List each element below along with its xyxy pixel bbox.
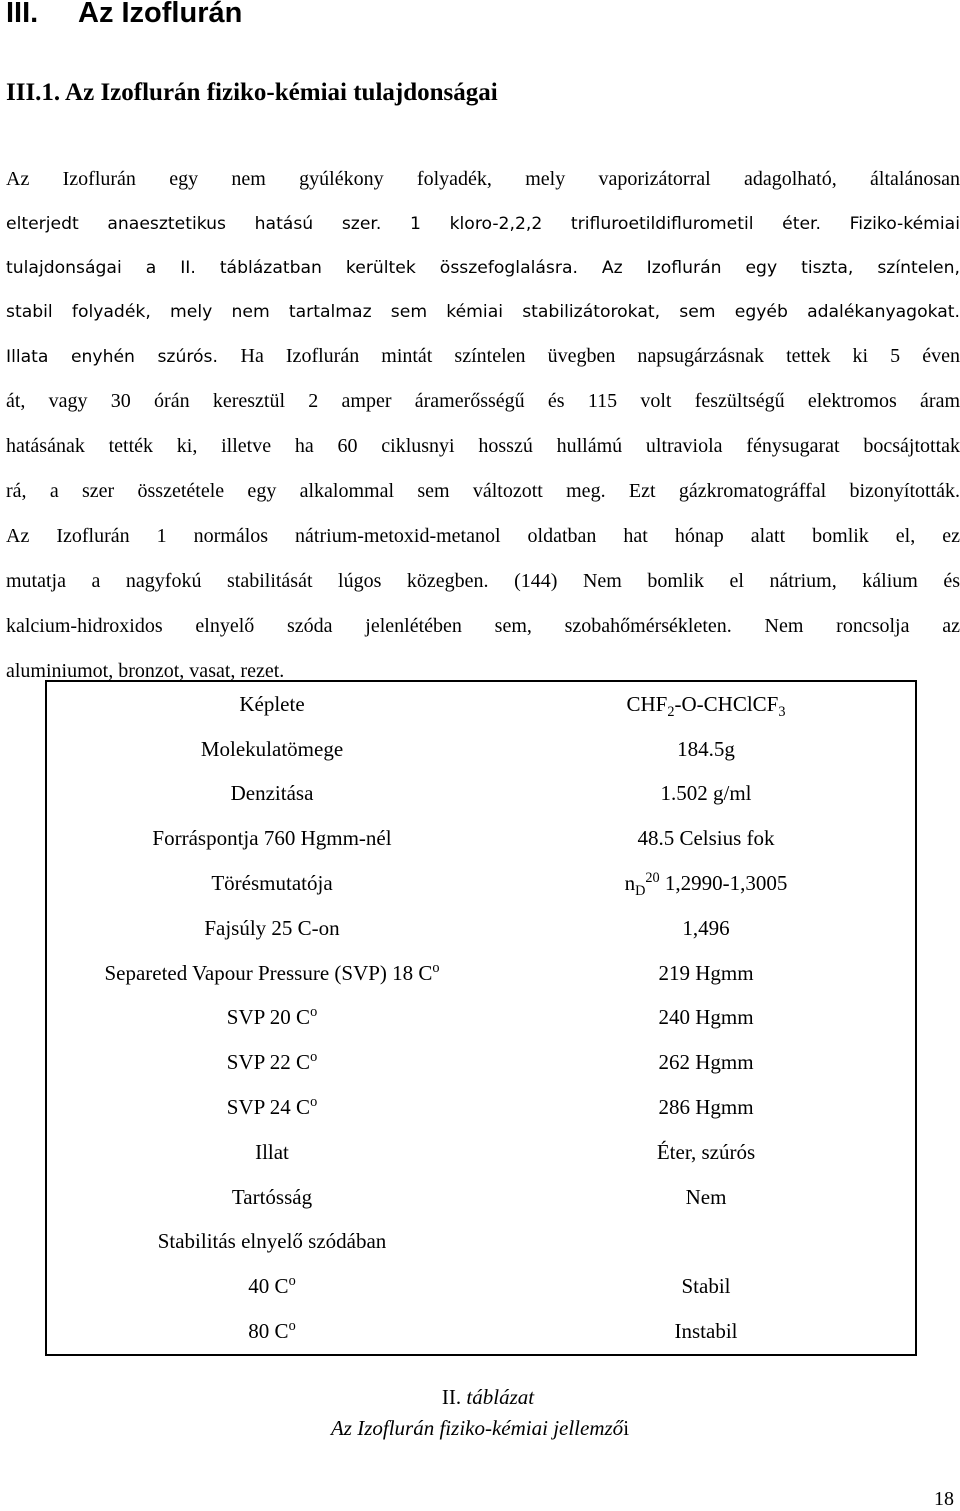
- property-label: SVP 20 C: [226, 1005, 311, 1030]
- table-row: [46, 1130, 916, 1175]
- text-run: tulajdonságai a II. táblázatban kerültek összefoglalásra. Az Izoflurán egy tiszta, színtelen,: [6, 258, 960, 278]
- property-value: [497, 1085, 916, 1130]
- degree-mark: o: [310, 1094, 318, 1111]
- property-label: Denzitása: [230, 781, 314, 806]
- table-row: [46, 816, 916, 861]
- property-label: Forráspontja 760 Hgmm-nél: [152, 826, 392, 851]
- property-label: Illat: [255, 1139, 289, 1164]
- property-name: [46, 772, 497, 817]
- text-run: hatásának tették ki, illetve ha 60 ciklusnyi hosszú hullámú ultraviola fénysugarat bocsájtottak: [6, 435, 960, 457]
- caption-number: II.: [441, 1385, 467, 1409]
- chapter-title: Az Izoflurán: [78, 0, 243, 29]
- refractive-subscript: D: [635, 883, 646, 900]
- property-label: Képlete: [239, 691, 305, 716]
- refractive-value: 1,2990-1,3005: [659, 871, 788, 896]
- page-number: 18: [934, 1488, 954, 1510]
- formula-subscript: 2: [667, 703, 675, 720]
- table-row: [46, 1040, 916, 1085]
- paragraph-line: [6, 514, 960, 559]
- table-row: [46, 1175, 916, 1220]
- property-name: [46, 1264, 497, 1309]
- caption-title-tail: i: [623, 1416, 630, 1440]
- value-text: Instabil: [674, 1319, 738, 1344]
- property-name: [46, 861, 497, 906]
- property-label: Separeted Vapour Pressure (SVP) 18 C: [104, 960, 433, 985]
- property-label: Törésmutatója: [211, 871, 333, 896]
- property-value: [497, 861, 916, 906]
- property-name: [46, 1220, 497, 1265]
- property-value: [497, 1130, 916, 1175]
- formula-part: CHF: [626, 691, 668, 716]
- paragraph-line: [6, 202, 960, 246]
- property-name: [46, 816, 497, 861]
- text-run: Ha Izoflurán mintát színtelen üvegben napsugárzásnak tettek ki 5 éven: [240, 345, 960, 367]
- property-value: [497, 727, 916, 772]
- property-name: [46, 1085, 497, 1130]
- table-row: [46, 727, 916, 772]
- property-value: [497, 681, 916, 727]
- table-row: [46, 996, 916, 1041]
- text-run: Az Izoflurán 1 normálos nátrium-metoxid-metanol oldatban hat hónap alatt bomlik el, ez: [6, 525, 960, 547]
- properties-table: [45, 680, 917, 1356]
- property-label: 40 C: [248, 1274, 289, 1299]
- value-text: 1,496: [682, 915, 730, 940]
- table-row: [46, 772, 916, 817]
- value-text: 48.5 Celsius fok: [637, 826, 775, 851]
- refractive-symbol: n: [624, 871, 636, 896]
- property-name: [46, 727, 497, 772]
- text-run: kalcium-hidroxidos elnyelő szóda jelenlétében sem, szobahőmérsékleten. Nem roncsolja az: [6, 615, 960, 637]
- text-run: rá, a szer összetétele egy alkalommal sem változott meg. Ezt gázkromatográffal bizonyították.: [6, 480, 960, 502]
- property-name: [46, 1309, 497, 1355]
- property-name: [46, 951, 497, 996]
- text-run: aluminiumot, bronzot, vasat, rezet.: [6, 660, 285, 682]
- property-value: [497, 906, 916, 951]
- property-name: [46, 906, 497, 951]
- paragraph-line: [6, 334, 960, 379]
- table-caption: [0, 1382, 960, 1444]
- property-name: [46, 1175, 497, 1220]
- degree-mark: o: [310, 1049, 318, 1066]
- value-text: Stabil: [681, 1274, 731, 1299]
- chapter-heading: [6, 0, 242, 32]
- property-value: [497, 996, 916, 1041]
- property-value: [497, 1220, 916, 1265]
- caption-title-italic: Az Izoflurán fiziko-kémiai jellemző: [330, 1416, 624, 1440]
- table-row: [46, 1220, 916, 1265]
- property-value: [497, 1309, 916, 1355]
- text-run: stabil folyadék, mely nem tartalmaz sem kémiai stabilizátorokat, sem egyéb adalékanyagokat.: [6, 302, 960, 322]
- paragraph-line: [6, 290, 960, 334]
- property-label: Fajsúly 25 C-on: [204, 915, 340, 940]
- table-row: [46, 906, 916, 951]
- text-run: át, vagy 30 órán keresztül 2 amper áramerősségű és 115 volt feszültségű elektromos áram: [6, 390, 960, 412]
- property-value: [497, 1264, 916, 1309]
- degree-mark: o: [310, 1004, 318, 1021]
- paragraph-line: [6, 604, 960, 649]
- property-name: [46, 1130, 497, 1175]
- property-label: Tartósság: [231, 1184, 313, 1209]
- table-row: [46, 1309, 916, 1355]
- paragraph-line: [6, 469, 960, 514]
- property-label: Molekulatömege: [200, 736, 344, 761]
- section-heading: III.1. Az Izoflurán fiziko-kémiai tulajdonságai: [6, 79, 498, 106]
- caption-label: [0, 1382, 960, 1413]
- text-run: Illata enyhén szúrós.: [6, 347, 241, 367]
- property-name: [46, 996, 497, 1041]
- formula-subscript: 3: [778, 703, 786, 720]
- property-value: [497, 1040, 916, 1085]
- text-run: elterjedt anaesztetikus hatású szer. 1 kloro-2,2,2 trifluroetildiflurometil éter. Fiziko-kémiai: [6, 214, 960, 234]
- paragraph-line: [6, 379, 960, 424]
- property-name: [46, 681, 497, 727]
- property-value: [497, 772, 916, 817]
- paragraph-line: [6, 246, 960, 290]
- refractive-superscript: 20: [645, 870, 660, 887]
- property-value: [497, 1175, 916, 1220]
- property-name: [46, 1040, 497, 1085]
- degree-mark: o: [432, 959, 440, 976]
- paragraph-line: [6, 559, 960, 604]
- text-run: mutatja a nagyfokú stabilitását lúgos közegben. (144) Nem bomlik el nátrium, kálium és: [6, 570, 960, 592]
- degree-mark: o: [288, 1273, 296, 1290]
- table-row: [46, 681, 916, 727]
- value-text: Nem: [685, 1184, 727, 1209]
- property-label: SVP 24 C: [226, 1095, 311, 1120]
- table-row: [46, 951, 916, 996]
- property-label: 80 C: [248, 1319, 289, 1344]
- paragraph-line: [6, 424, 960, 469]
- table-row: [46, 1085, 916, 1130]
- value-text: Éter, szúrós: [656, 1139, 756, 1164]
- table-row: [46, 1264, 916, 1309]
- caption-title: [0, 1413, 960, 1444]
- caption-word: táblázat: [466, 1385, 535, 1409]
- property-value: [497, 951, 916, 996]
- value-text: 219 Hgmm: [658, 960, 754, 985]
- formula-part: -O-CHClCF: [674, 691, 779, 716]
- table-row: [46, 861, 916, 906]
- value-text: 286 Hgmm: [658, 1095, 754, 1120]
- text-run: Az Izoflurán egy nem gyúlékony folyadék, mely vaporizátorral adagolható, általánosan: [6, 168, 960, 190]
- paragraph-line: [6, 157, 960, 202]
- value-text: 1.502 g/ml: [660, 781, 752, 806]
- property-label: SVP 22 C: [226, 1050, 311, 1075]
- body-paragraph: [6, 157, 960, 694]
- value-text: 240 Hgmm: [658, 1005, 754, 1030]
- property-value: [497, 816, 916, 861]
- degree-mark: o: [288, 1318, 296, 1335]
- chapter-number: III.: [6, 0, 39, 29]
- value-text: 184.5g: [677, 736, 735, 761]
- value-text: 262 Hgmm: [658, 1050, 754, 1075]
- property-label: Stabilitás elnyelő szódában: [157, 1229, 387, 1254]
